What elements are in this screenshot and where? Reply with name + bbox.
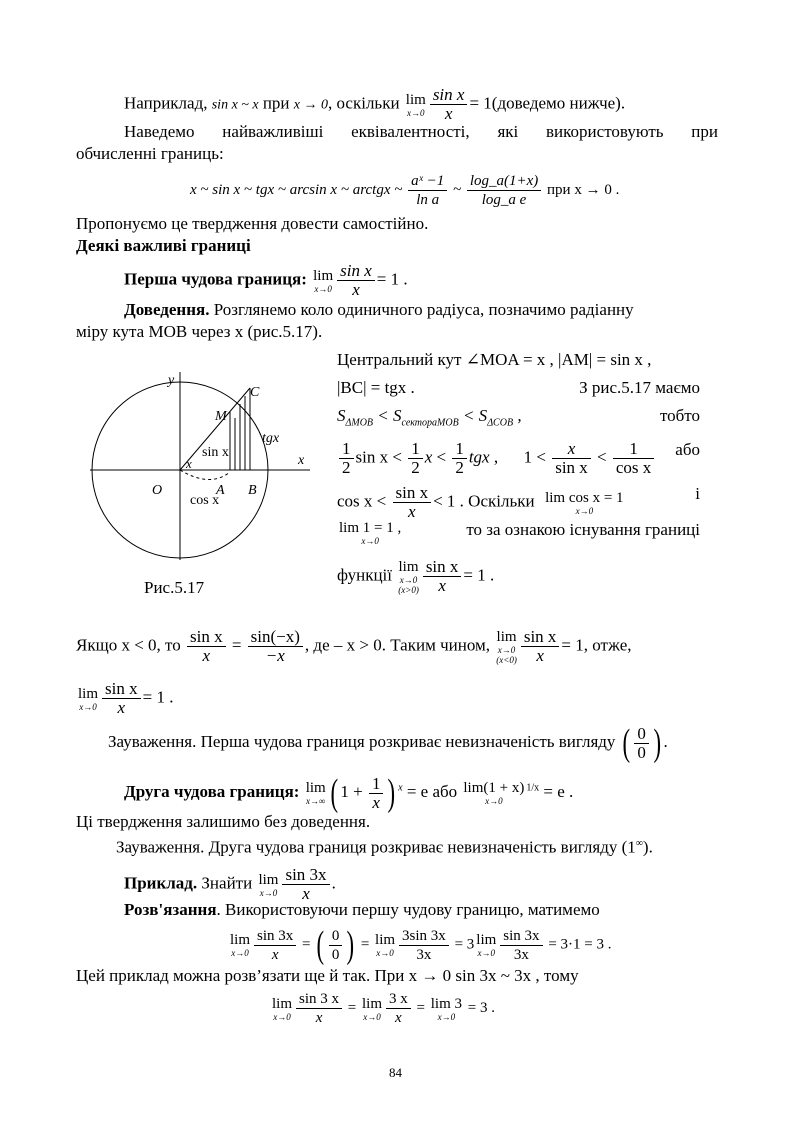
paragraph-cont: обчисленні границь:	[76, 144, 224, 163]
remark-1: Зауваження. Перша чудова границя розкриває невизначеність вигляду ( $\frac{0}{0}$ ) .	[108, 722, 668, 764]
alt-eq: lim x→0 $\frac{\sin 3 x}{x}$ = lim x→0 $\frac{3 x}{x}$ = lim 3 x→0 = 3 .	[272, 991, 495, 1026]
equivalence-chain: x ~ sin x ~ tgx ~ arcsin x ~ arctgx ~ $\frac{\text{aˣ −1}}{\text{ln a}}$ ~ $\frac{\log\_a(1+x)}{\text{log\_a e}}$ при x → 0 .	[190, 173, 620, 208]
svg-text:B: B	[248, 483, 257, 498]
svg-text:O: O	[152, 483, 163, 498]
proof-line2: міру кута MOB через x (рис.5.17).	[76, 322, 323, 341]
svg-text:x: x	[186, 456, 192, 471]
right-line-4: $\frac{1}{2}$ sin x < $\frac{1}{2}$ x < $\frac{1}{2}$ tgx , 1 < $\frac{x}{\text{sin x}}$ < $\frac{1}{\text{cos x}}$ або	[337, 440, 700, 477]
negative-result: lim x→0 $\frac{\text{sin x}}{x}$ = 1 .	[78, 679, 174, 717]
lim-expr: lim x→0	[405, 91, 426, 118]
fraction: $\frac{\text{sin x}}{x}$	[430, 86, 468, 123]
svg-text:sin x: sin x	[202, 445, 229, 460]
axis-x-label: x	[298, 453, 305, 468]
section-heading: Деякі важливі границі	[76, 236, 251, 255]
remark-2: Зауваження. Друга чудова границя розкриває невизначеність вигляду (1∞).	[116, 837, 653, 857]
example-line: Наприклад, sin x ~ x при x → 0, оскільки lim x→0 $\frac{\text{sin x}}{x}$ = 1(доведемо нижче).	[124, 85, 626, 123]
right-line-3: $S_{\Delta MOB} < S_{сектораMOB} < S_{\Delta COB}$ , тобто	[337, 406, 700, 429]
solution-eq: lim x→0 $\frac{\sin 3x}{x}$ = ( $\frac{0}{0}$ ) = lim x→0 $\frac{3\sin 3x}{3x}$ = 3 lim x→0 $\frac{\sin 3x}{3x}$ = 3·1 = 3 .	[230, 924, 612, 966]
paragraph-alt: Цей приклад можна розв’язати ще й так. При x → 0 sin 3x ~ 3x , тому	[76, 966, 579, 985]
negative-case: Якщо x < 0, то $\frac{\text{sin x}}{x}$ = $\frac{\sin(-x)}{-x}$ , де – x > 0. Таким чином, lim x→0 (x<0) $\frac{\text{sin x}}{x}$ = 1, отже,	[76, 627, 632, 665]
svg-text:M: M	[215, 409, 227, 424]
right-line-2: |BC| = tgx . З рис.5.17 маємо	[337, 378, 700, 397]
paragraph-equivalences: Наведемо найважливіші еквівалентності, які використовують при	[124, 122, 718, 141]
first-limit: Перша чудова границя: lim x→0 $\frac{\text{sin x}}{x}$ = 1 .	[124, 261, 408, 299]
right-line-7: функції lim x→0 (x>0) $\frac{\text{sin x}}{x}$ = 1 .	[337, 557, 495, 595]
right-line-6: lim 1 = 1 , x→0 то за ознакою існування границі	[339, 520, 700, 546]
paragraph-self: Пропонуємо це твердження довести самостійно.	[76, 214, 429, 233]
figure-caption: Рис.5.17	[144, 578, 205, 597]
svg-text:A: A	[216, 483, 225, 498]
example-task: Приклад. Знайти lim x→0 $\frac{\sin 3x}{x}$ .	[124, 865, 336, 903]
right-line-5: cos x < $\frac{\text{sin x}}{x}$ < 1 . Оскільки lim cos x = 1 x→0 і	[337, 483, 700, 521]
page-number: 84	[389, 1065, 402, 1080]
right-line-1: Центральний кут ∠MOA = x , |AM| = sin x ,	[337, 350, 652, 369]
svg-text:C: C	[250, 385, 260, 400]
svg-text:tgx: tgx	[262, 431, 280, 446]
second-limit: Друга чудова границя: lim x→∞ ( 1 + $\frac{1}{x}$ ) $^x$ = e або lim(1 + x) x→0 $^{1/x}$ = e .	[124, 772, 574, 814]
solution-line: Розв'язання. Використовуючи першу чудову границю, матимемо	[124, 900, 600, 919]
paragraph-no-proof: Ці твердження залишимо без доведення.	[76, 812, 371, 831]
proof-line: Доведення. Розглянемо коло одиничного радіуса, позначимо радіанну	[124, 300, 634, 319]
unit-circle-figure	[90, 360, 330, 600]
axis-y-label: y	[168, 373, 175, 388]
svg-text:cos x: cos x	[190, 493, 220, 508]
